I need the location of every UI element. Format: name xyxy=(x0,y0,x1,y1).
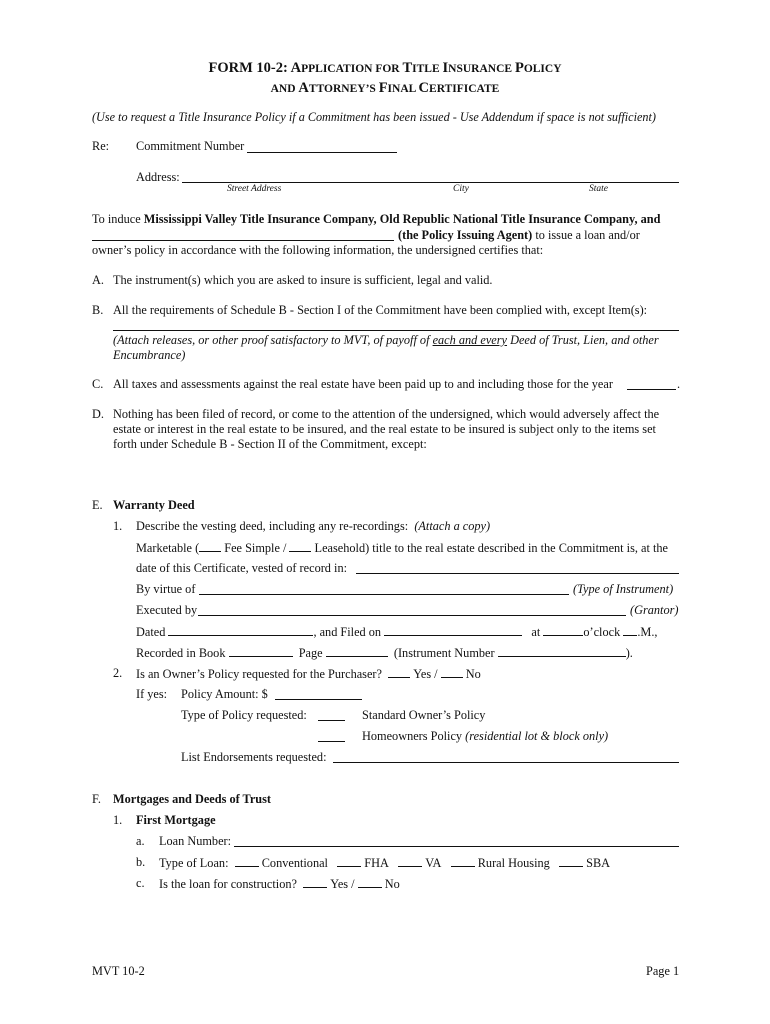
policy-amount-field[interactable] xyxy=(275,699,362,700)
re-label: Re: xyxy=(92,139,110,153)
recorded-line: Recorded in Book Page (Instrument Number ). xyxy=(136,646,633,660)
f1b-letter: b. xyxy=(136,855,146,869)
f1a-letter: a. xyxy=(136,834,145,848)
va-blank[interactable] xyxy=(398,855,422,867)
page-field[interactable] xyxy=(326,645,388,657)
owners-policy-yes-blank[interactable] xyxy=(388,666,410,678)
e1-number: 1. xyxy=(113,519,123,533)
commitment-number-field[interactable] xyxy=(247,152,397,153)
construction-line: Is the loan for construction? Yes / No xyxy=(159,877,400,891)
form-id: MVT 10-2 xyxy=(92,964,145,978)
commitment-number-label: Commitment Number xyxy=(136,139,245,153)
item-b-note-line2: Encumbrance) xyxy=(113,348,186,362)
first-mortgage-heading: First Mortgage xyxy=(136,813,216,827)
form-title-line2: AND ATTORNEY’S FINAL CERTIFICATE xyxy=(270,80,500,96)
vested-label: date of this Certificate, vested of record in: xyxy=(136,561,348,575)
time-field[interactable] xyxy=(543,624,583,636)
form-subtitle: (Use to request a Title Insurance Policy if a Commitment has been issued - Use Addendum if space is not sufficient) xyxy=(92,110,656,124)
vested-in-field[interactable] xyxy=(356,573,679,574)
dated-line: Dated , and Filed on at o’clock .M., xyxy=(136,625,658,639)
section-f-letter: F. xyxy=(92,792,101,806)
homeowners-blank[interactable] xyxy=(318,741,345,742)
owners-policy-no-blank[interactable] xyxy=(441,666,463,678)
f1-number: 1. xyxy=(113,813,123,827)
address-field[interactable] xyxy=(182,182,679,183)
item-d-line2: estate or interest in the real estate to be insured, and the real estate to be insured is subject only to the items set xyxy=(113,422,656,436)
type-of-loan-line: Type of Loan: Conventional FHA VA Rural Housing SBA xyxy=(159,856,611,870)
type-of-instrument-field[interactable] xyxy=(199,594,569,595)
section-f-heading: Mortgages and Deeds of Trust xyxy=(113,792,272,806)
owners-policy-line: Is an Owner’s Policy requested for the Purchaser? Yes / No xyxy=(136,667,481,681)
fha-blank[interactable] xyxy=(337,855,361,867)
sba-blank[interactable] xyxy=(559,855,583,867)
if-yes-label: If yes: xyxy=(136,687,168,701)
item-b-letter: B. xyxy=(92,303,104,317)
executed-by-label: Executed by xyxy=(136,603,198,617)
marketable-line: Marketable ( Fee Simple / Leasehold) title to the real estate described in the Commitment is, at the xyxy=(136,541,668,555)
construction-no-blank[interactable] xyxy=(358,876,382,888)
page-number: Page 1 xyxy=(646,964,680,978)
dated-field[interactable] xyxy=(168,624,313,636)
rural-housing-blank[interactable] xyxy=(451,855,475,867)
type-of-instrument-caption: (Type of Instrument) xyxy=(573,582,674,596)
item-b-note-line1: (Attach releases, or other proof satisfactory to MVT, of payoff of each and every Deed of Trust, Lien, and other xyxy=(113,333,659,347)
item-d-line1: Nothing has been filed of record, or come to the attention of the undersigned, which would adversely affect the xyxy=(113,407,660,421)
section-e-letter: E. xyxy=(92,498,103,512)
e1-text: Describe the vesting deed, including any re-recordings: (Attach a copy) xyxy=(136,519,491,533)
conventional-blank[interactable] xyxy=(235,855,259,867)
grantor-caption: (Grantor) xyxy=(630,603,679,617)
item-b-text: All the requirements of Schedule B - Section I of the Commitment have been complied with, except Item(s): xyxy=(113,303,648,317)
filed-on-field[interactable] xyxy=(384,624,522,636)
loan-number-label: Loan Number: xyxy=(159,834,232,848)
policy-issuing-agent-field[interactable] xyxy=(92,240,394,241)
tax-year-field[interactable] xyxy=(627,389,676,390)
item-c-end: . xyxy=(677,377,681,391)
e2-number: 2. xyxy=(113,666,123,680)
endorsements-field[interactable] xyxy=(333,762,679,763)
intro-line2: (the Policy Issuing Agent) to issue a loan and/or xyxy=(398,228,640,242)
standard-owners-blank[interactable] xyxy=(318,720,345,721)
item-a-letter: A. xyxy=(92,273,104,287)
construction-yes-blank[interactable] xyxy=(303,876,327,888)
endorsements-label: List Endorsements requested: xyxy=(181,750,327,764)
type-policy-label: Type of Policy requested: xyxy=(181,708,307,722)
item-d-line3: forth under Schedule B - Section II of the Commitment, except: xyxy=(113,437,427,451)
item-d-letter: D. xyxy=(92,407,104,421)
state-caption: State xyxy=(589,184,608,194)
item-c-text: All taxes and assessments against the real estate have been paid up to and including those for the year xyxy=(113,377,613,391)
standard-owners-label: Standard Owner’s Policy xyxy=(362,708,486,722)
homeowners-label: Homeowners Policy (residential lot & block only) xyxy=(362,729,609,743)
section-e-heading: Warranty Deed xyxy=(113,498,195,512)
book-field[interactable] xyxy=(229,645,293,657)
fee-simple-blank[interactable] xyxy=(199,540,221,552)
item-b-exceptions-field[interactable] xyxy=(113,330,679,331)
policy-amount-label: Policy Amount: $ xyxy=(181,687,268,701)
instrument-number-field[interactable] xyxy=(498,645,626,657)
leasehold-blank[interactable] xyxy=(289,540,311,552)
street-address-caption: Street Address xyxy=(227,184,282,194)
item-c-letter: C. xyxy=(92,377,104,391)
address-label: Address: xyxy=(136,170,180,184)
am-pm-field[interactable] xyxy=(623,624,637,636)
form-title-line1: FORM 10-2: APPLICATION FOR TITLE INSURANCE POLICY xyxy=(208,60,562,76)
item-a-text: The instrument(s) which you are asked to insure is sufficient, legal and valid. xyxy=(113,273,493,287)
intro-line1: To induce Mississippi Valley Title Insurance Company, Old Republic National Title Insurance Company, and xyxy=(92,212,661,226)
city-caption: City xyxy=(453,184,469,194)
loan-number-field[interactable] xyxy=(234,846,679,847)
intro-line3: owner’s policy in accordance with the following information, the undersigned certifies that: xyxy=(92,243,544,257)
by-virtue-label: By virtue of xyxy=(136,582,196,596)
f1c-letter: c. xyxy=(136,876,145,890)
grantor-field[interactable] xyxy=(198,615,626,616)
